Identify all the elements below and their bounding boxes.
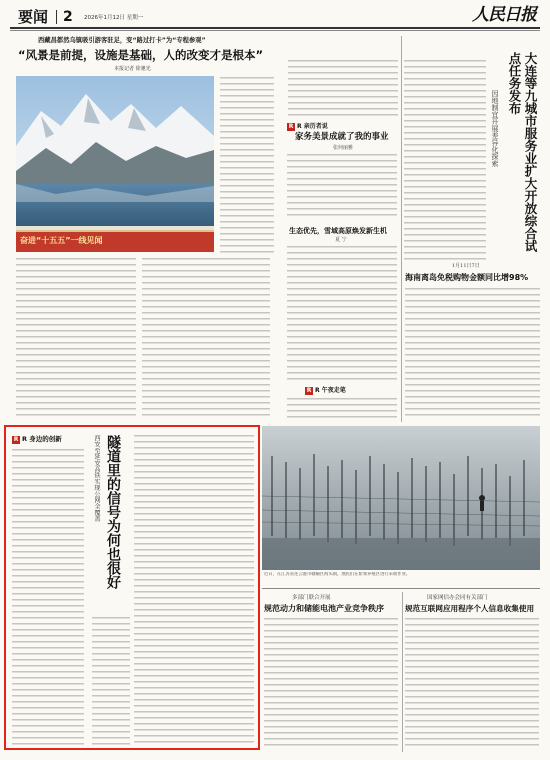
feature-body-col1 [12, 449, 84, 745]
column-body [287, 154, 397, 218]
bottom-left-headline: 规范动力和储能电池产业竞争秩序 [264, 604, 384, 613]
bottom-right-headline: 规范互联网应用程序个人信息收集使用 [405, 604, 535, 613]
column-eco [285, 222, 400, 382]
right-sub-headline: 海南离岛免税购物金额同比增98% [405, 273, 529, 282]
night-tag-icon: R [306, 387, 312, 394]
story-headline: “风景是前提，设施是基础，人的改变才是根本” [18, 48, 264, 62]
seaweed-photo [262, 426, 540, 570]
right-vertical-headline-box [488, 50, 540, 260]
banner-title: 奋进“十五五”一线见闻 [20, 236, 103, 245]
feature-vertical-sub: 西安至延安高铁实现公网全覆盖 [93, 435, 100, 522]
masthead-date: 2026年1月12日 星期一 [84, 15, 144, 21]
column-author: 张何丽雅 [333, 145, 354, 151]
story-body-mid [142, 258, 270, 418]
right-vertical-sub: 因地制宜开展差异化探索 [491, 90, 499, 167]
bottom-left-body [264, 618, 398, 750]
night-tag: R 午夜走笔 [315, 387, 346, 394]
mountain-lake-image [16, 76, 214, 252]
newspaper-logo: 人民日报 [472, 5, 536, 25]
feature-body-col3 [134, 435, 254, 745]
masthead-rule [10, 27, 540, 29]
bottom-right-body [405, 618, 539, 750]
night-body [287, 398, 397, 418]
column-family [285, 120, 400, 220]
bottom-left-kicker: 多部门联合开展 [292, 595, 331, 601]
column-night [285, 384, 400, 420]
bottom-right-kicker: 国家网信办会同有关部门 [427, 595, 488, 601]
bottom-right-story [405, 592, 540, 752]
eco-author: 夏 宁 [335, 237, 347, 243]
right-col-text-b [405, 288, 540, 420]
column-tag: R 亲历者说 [297, 123, 328, 130]
column-tag-icon: R [288, 123, 294, 130]
feature-box [4, 425, 260, 750]
eco-body [287, 246, 397, 380]
page-number: 2 [63, 9, 73, 25]
section-title: 要闻 [18, 8, 49, 26]
right-vertical-headline: 大连等九城市服务业扩大开放综合试点任务发布 [507, 52, 538, 252]
photo-caption: 近日，在江苏省连云港市赣榆区海头镇，渔民们在紫菜养殖区进行采收作业。 [264, 572, 411, 577]
story-body-right [220, 77, 274, 253]
feature-tag: R 身边的创新 [22, 435, 62, 443]
right-col-text-a [404, 60, 486, 260]
seaweed-farm-image [262, 426, 540, 570]
eco-title: 生态优先，雪域高原焕发新生机 [289, 227, 387, 235]
masthead [10, 6, 540, 32]
feature-tag-icon: R [13, 436, 19, 443]
top-story [14, 33, 276, 255]
feature-body-col2 [92, 617, 130, 745]
story-kicker: 西藏昌都然乌镇吸引游客驻足，变“路过打卡”为“专程参观” [38, 37, 206, 44]
story-byline: 本报记者 徐驰光 [114, 66, 151, 72]
story-body-left [16, 258, 136, 418]
column-title: 家务美景成就了我的事业 [295, 132, 389, 142]
bottom-left-story [264, 592, 400, 752]
mid-col-text-top [288, 60, 398, 118]
mountain-photo [16, 76, 214, 252]
right-date-line: 1月11日7日 [452, 263, 480, 269]
feature-vertical-headline: 隧道里的信号为何也很好 [105, 435, 121, 589]
section-divider [56, 10, 57, 24]
